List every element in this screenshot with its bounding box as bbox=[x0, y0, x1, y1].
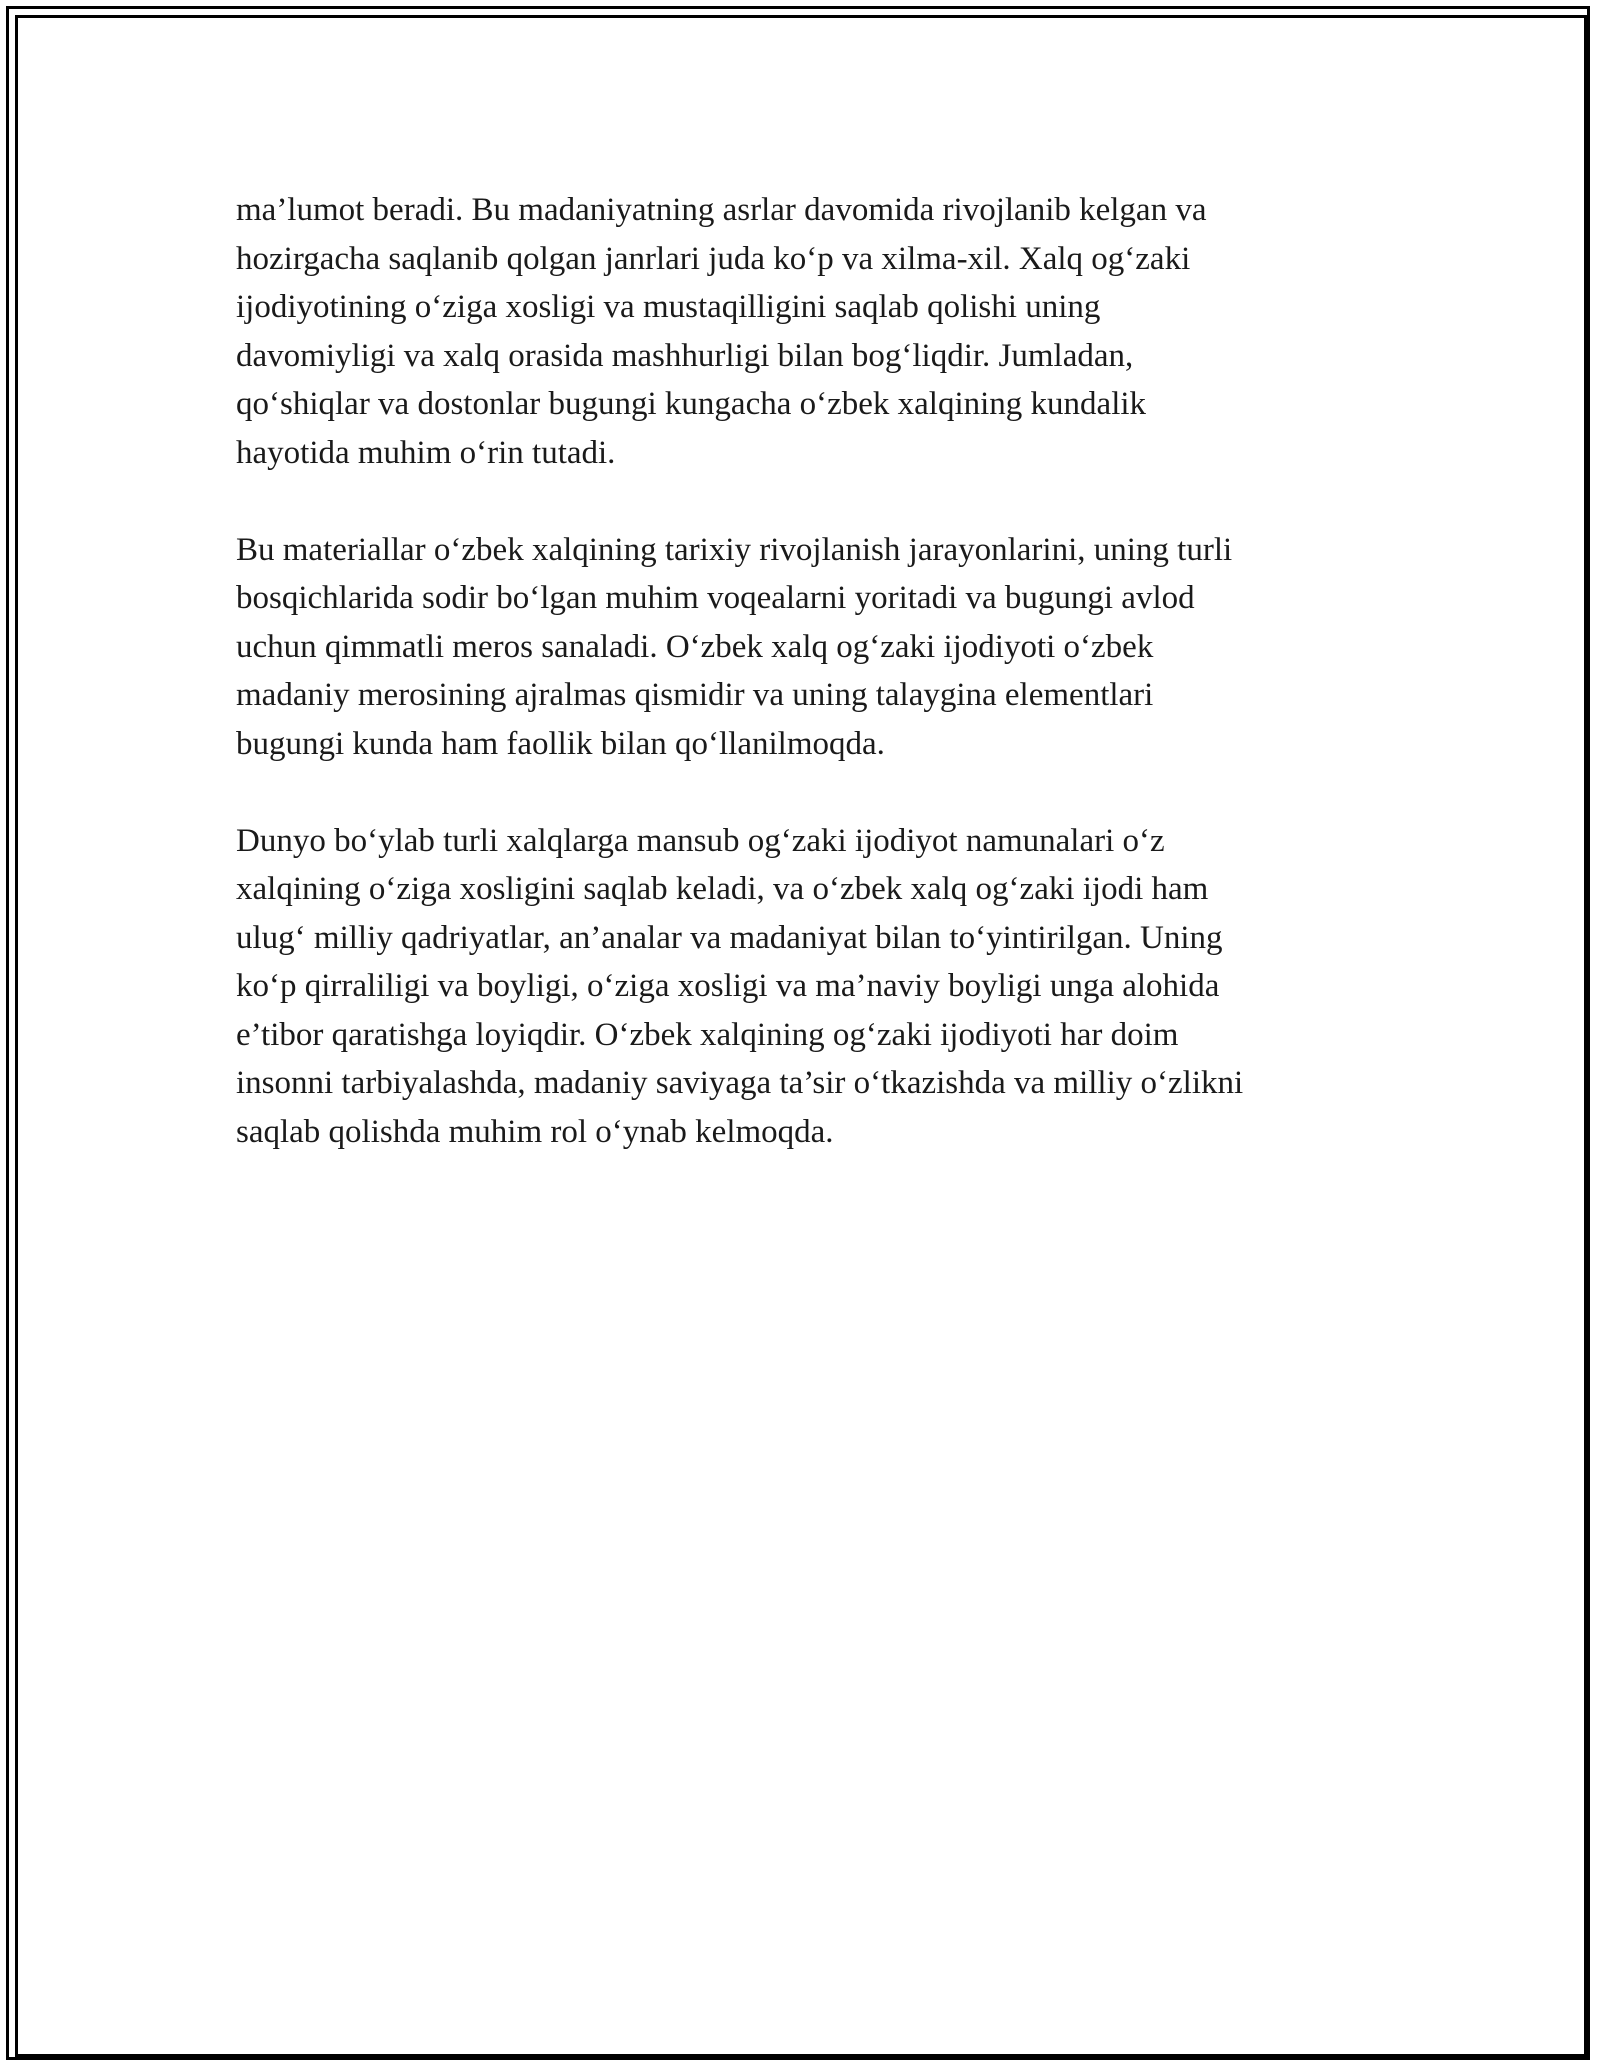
document-body bbox=[236, 186, 1376, 1205]
paragraph-1 bbox=[236, 186, 1376, 477]
text-line: uchun qimmatli meros sanaladi. O‘zbek xalq og‘zaki ijodiyoti o‘zbek bbox=[236, 628, 1154, 665]
text-line: bosqichlarida sodir bo‘lgan muhim voqealarni yoritadi va bugungi avlod bbox=[236, 580, 1195, 616]
text-line: ijodiyotining o‘ziga xosligi va mustaqilligini saqlab qolishi uning bbox=[236, 289, 1101, 325]
text-line: qo‘shiqlar va dostonlar bugungi kungacha o‘zbek xalqining kundalik bbox=[236, 386, 1147, 422]
text-line: Dunyo bo‘ylab turli xalqlarga mansub og‘zaki ijodiyot namunalari o‘z bbox=[236, 822, 1165, 859]
text-line: bugungi kunda ham faollik bilan qo‘llanilmoqda. bbox=[236, 725, 885, 762]
text-line: ulug‘ milliy qadriyatlar, an’analar va madaniyat bilan to‘yintirilgan. Uning bbox=[236, 919, 1223, 956]
text-line: xalqining o‘ziga xosligini saqlab keladi, va o‘zbek xalq og‘zaki ijodi ham bbox=[236, 871, 1209, 907]
text-line: hayotida muhim o‘rin tutadi. bbox=[236, 434, 616, 471]
paragraph-3 bbox=[236, 817, 1376, 1157]
text-line: ko‘p qirraliligi va boyligi, o‘ziga xosligi va ma’naviy boyligi unga alohida bbox=[236, 968, 1220, 1004]
text-line: e’tibor qaratishga loyiqdir. O‘zbek xalqining og‘zaki ijodiyoti har doim bbox=[236, 1016, 1179, 1053]
text-line: madaniy merosining ajralmas qismidir va uning talaygina elementlari bbox=[236, 677, 1154, 713]
text-line: Bu materiallar o‘zbek xalqining tarixiy rivojlanish jarayonlarini, uning turli bbox=[236, 531, 1233, 568]
text-line: hozirgacha saqlanib qolgan janrlari juda ko‘p va xilma-xil. Xalq og‘zaki bbox=[236, 240, 1191, 277]
text-line: saqlab qolishda muhim rol o‘ynab kelmoqda. bbox=[236, 1113, 834, 1150]
paragraph-2 bbox=[236, 526, 1376, 769]
text-line: davomiyligi va xalq orasida mashhurligi bilan bog‘liqdir. Jumladan, bbox=[236, 337, 1134, 374]
text-line: ma’lumot beradi. Bu madaniyatning asrlar davomida rivojlanib kelgan va bbox=[236, 192, 1207, 228]
text-line: insonni tarbiyalashda, madaniy saviyaga ta’sir o‘tkazishda va milliy o‘zlikni bbox=[236, 1065, 1244, 1101]
